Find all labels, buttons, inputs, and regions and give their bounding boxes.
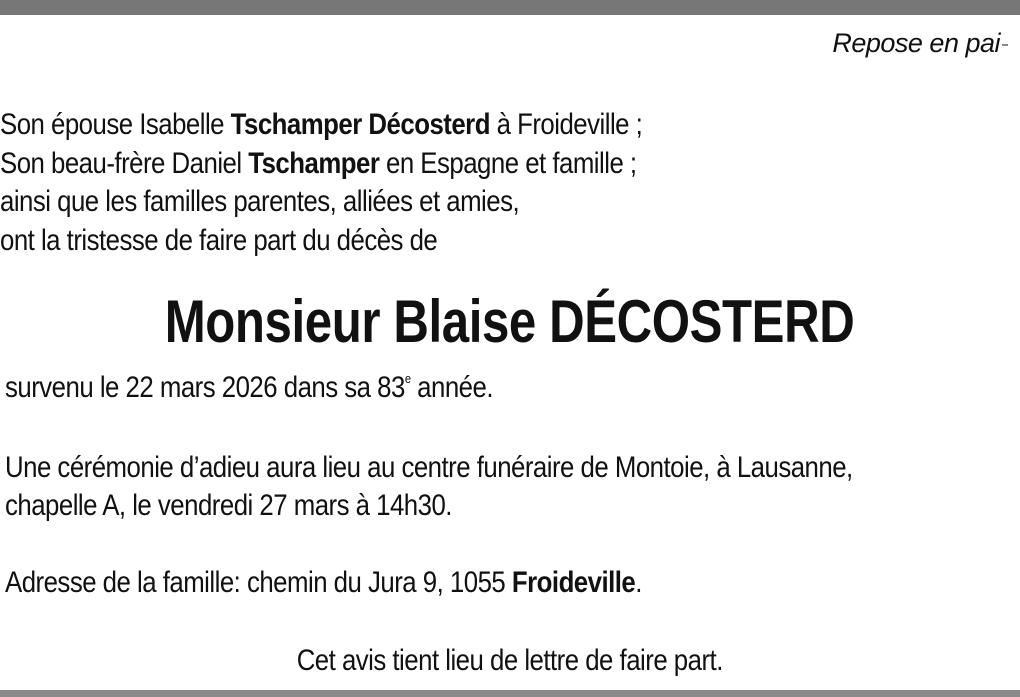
family-line-announcement: ont la tristesse de faire part du décès de (0, 223, 438, 257)
address-town: Froideville (511, 566, 636, 599)
brother-in-law-location: en Espagne et famille ; (379, 146, 637, 180)
ceremony-info (5, 449, 853, 525)
motto-label: Repose en pai (832, 28, 1000, 58)
motto-cut-mark (1002, 44, 1008, 46)
top-border-bar (0, 0, 1020, 15)
closing-note (0, 642, 1020, 680)
address-line (5, 564, 642, 602)
motto-text (832, 28, 1008, 59)
death-line (5, 369, 493, 407)
brother-in-law-surname: Tschamper (248, 146, 380, 180)
ceremony-line-1: Une cérémonie d’adieu aura lieu au centre funéraire de Montoie, à Lausanne, (5, 451, 853, 484)
death-info (5, 369, 493, 407)
deceased-name-text: Monsieur Blaise DÉCOSTERD (165, 288, 855, 355)
brother-in-law-prefix: Son beau-frère Daniel (0, 146, 249, 180)
address-text: Adresse de la famille: chemin du Jura 9, 1055 (5, 566, 512, 599)
address-period: . (635, 566, 642, 599)
bottom-border-bar (0, 690, 1020, 697)
deceased-name (0, 286, 1020, 358)
ordinal-suffix: e (404, 371, 411, 386)
family-line-brother-in-law (0, 145, 642, 184)
death-year-word: année. (410, 371, 494, 404)
spouse-surname: Tschamper Décosterd (230, 108, 490, 141)
closing-text: Cet avis tient lieu de lettre de faire part. (296, 644, 724, 677)
spouse-prefix: Son épouse Isabelle (0, 108, 231, 141)
family-line-relatives: ainsi que les familles parentes, alliées et amies, (0, 185, 520, 218)
ceremony-line-2: chapelle A, le vendredi 27 mars à 14h30. (5, 489, 452, 522)
spouse-location: à Froideville ; (489, 108, 643, 141)
family-announcement (0, 106, 642, 260)
family-address (5, 564, 642, 602)
death-date-text: survenu le 22 mars 2026 dans sa 83 (5, 371, 405, 404)
family-line-spouse (0, 106, 642, 145)
